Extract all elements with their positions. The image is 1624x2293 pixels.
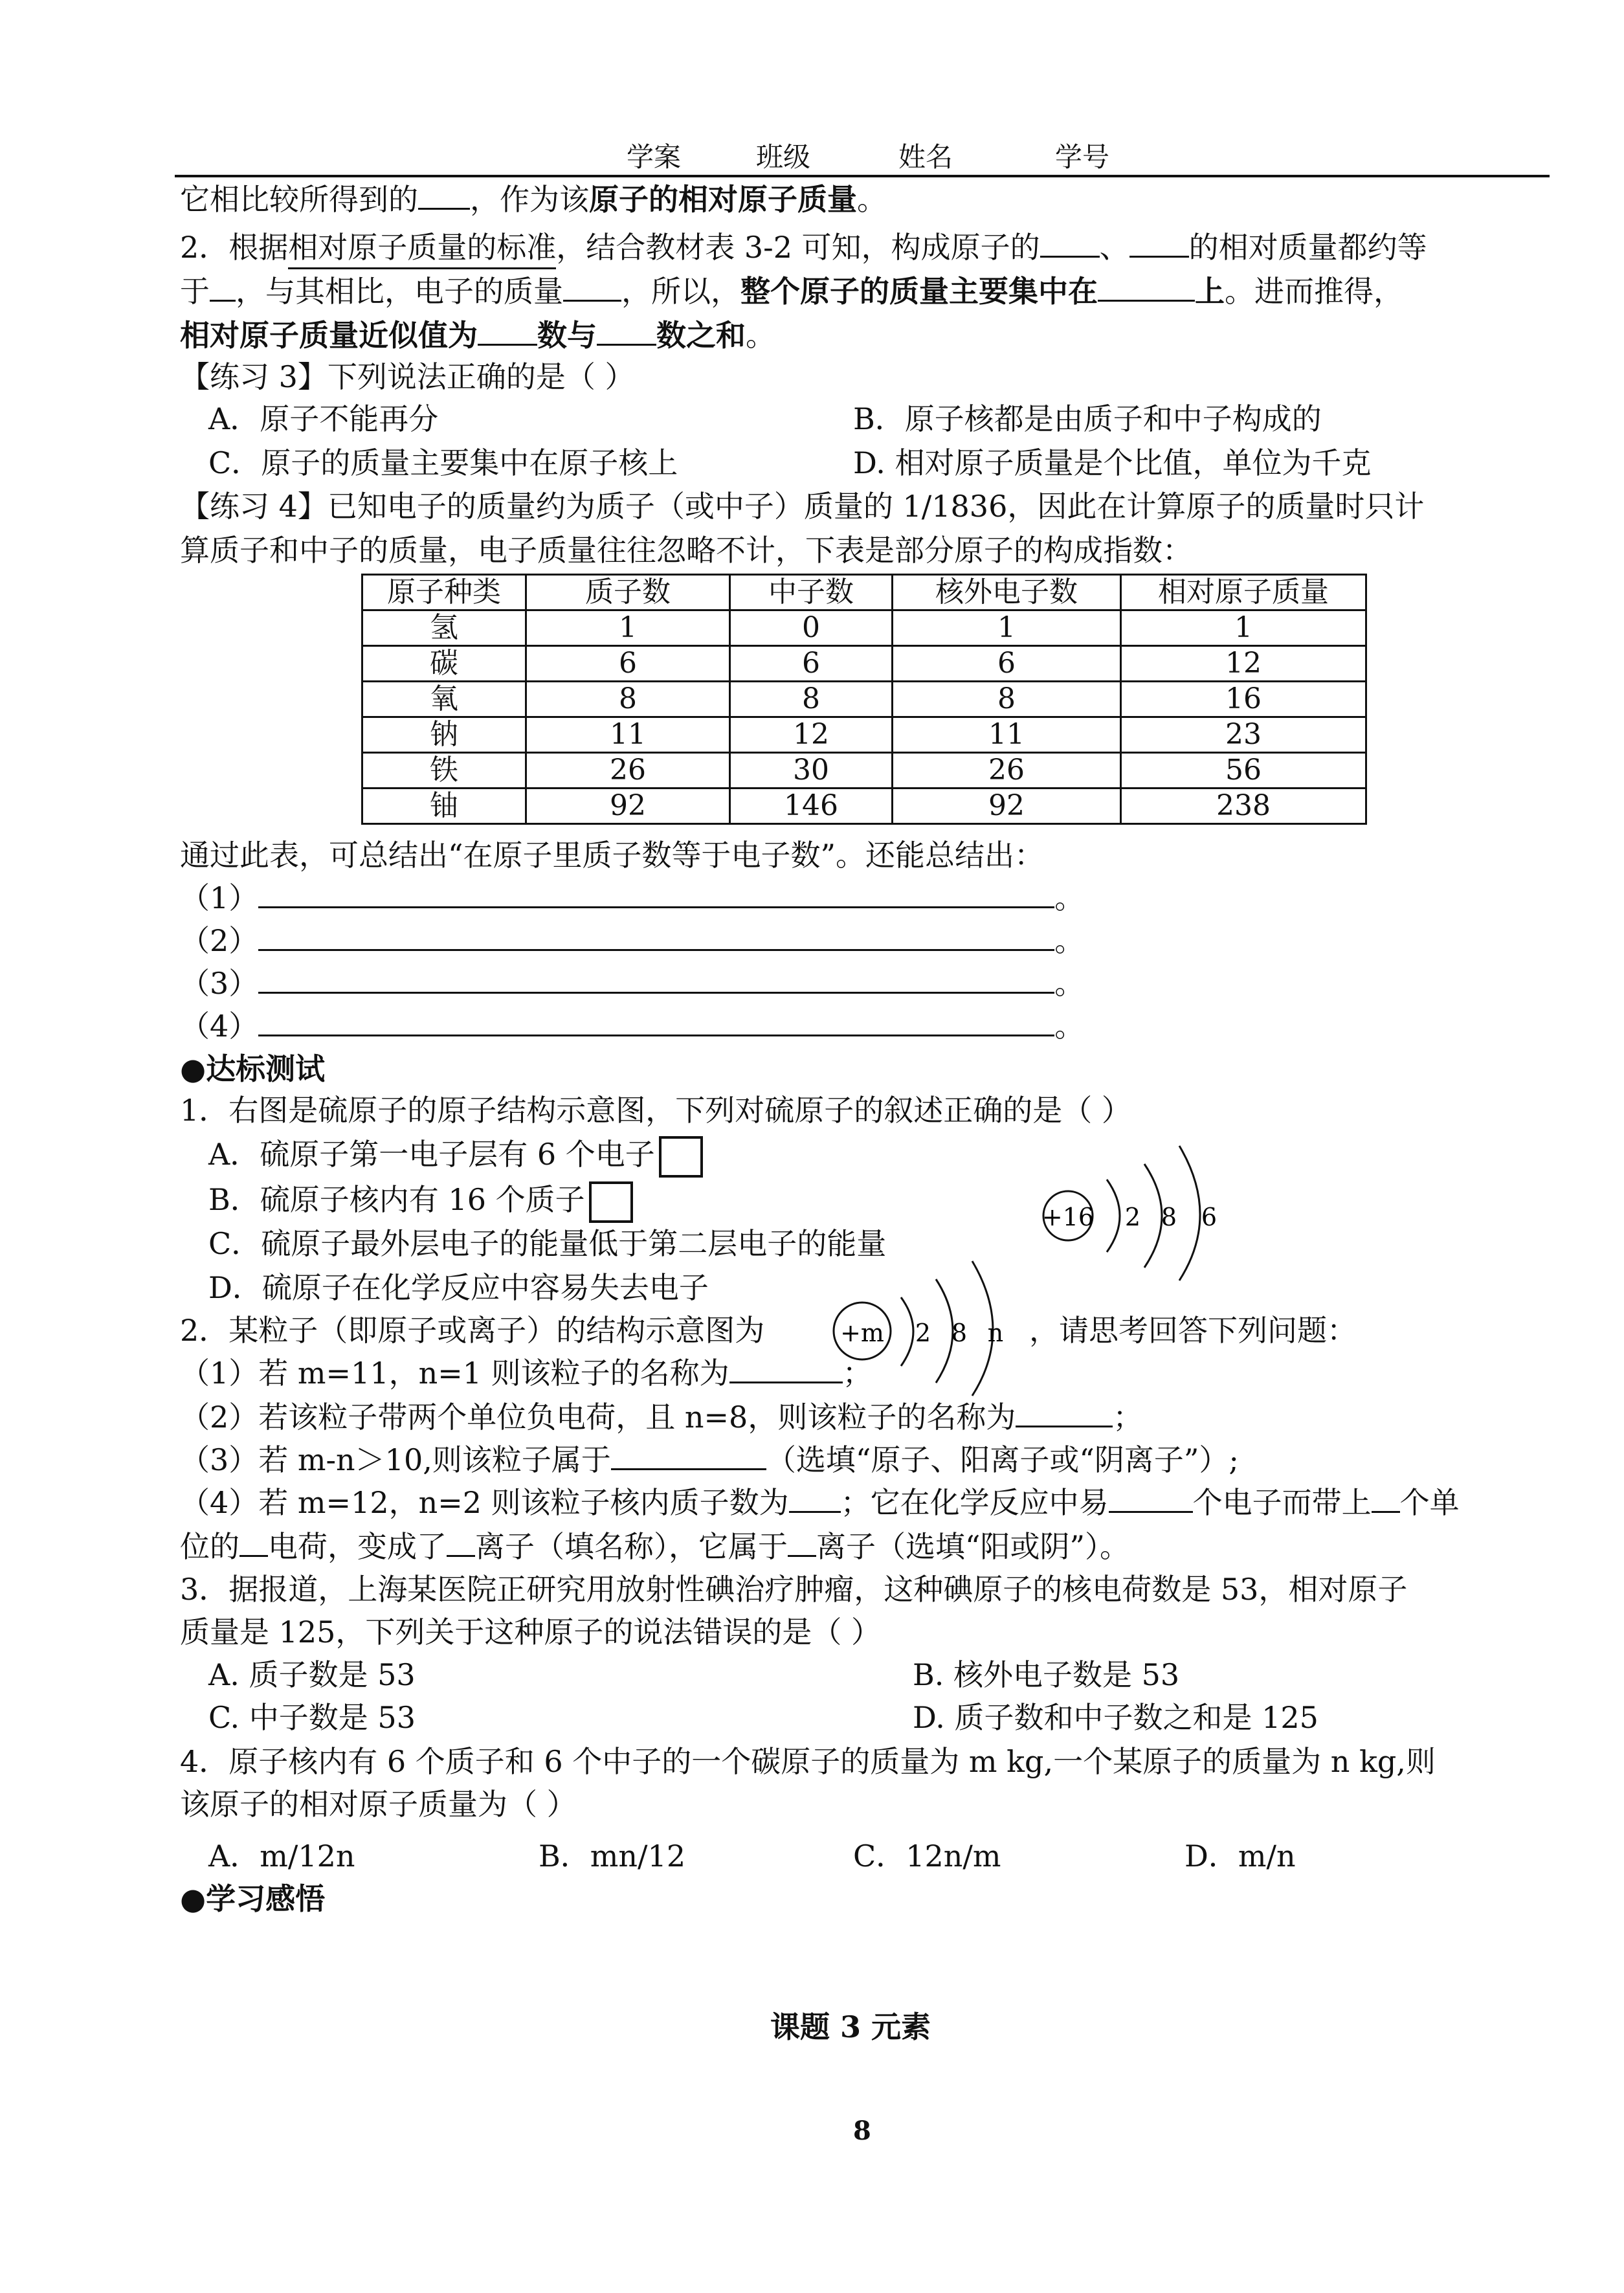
header-item: 学号: [1055, 141, 1110, 173]
table-header-cell: 中子数: [730, 575, 893, 610]
atom-composition-table: [361, 574, 1367, 825]
exercise4-line2: 算质子和中子的质量，电子质量往往忽略不计，下表是部分原子的构成指数：: [180, 533, 1192, 568]
table-cell: 6: [526, 646, 730, 682]
section1-line1: 它相比较所得到的 ，作为该原子的相对原子质量。: [180, 182, 887, 217]
q4-option-a: A．m/12n: [208, 1839, 355, 1874]
table-cell: 92: [893, 789, 1121, 824]
q2-sub4-line2: 位的 电荷，变成了 离子（填名称），它属于 离子（选填“阳或阴”）。: [180, 1529, 1130, 1564]
q2-sub1: （1）若 m=11，n=1 则该粒子的名称为 ；: [180, 1356, 873, 1391]
shell-arc: [1179, 1146, 1200, 1281]
reflection-heading: ●学习感悟: [180, 1881, 326, 1916]
answer-blank-3: （3） 。: [180, 966, 1085, 1001]
table-cell: 16: [1121, 682, 1366, 717]
table-cell: 146: [730, 789, 893, 824]
exercise3-option-c: C．原子的质量主要集中在原子核上: [208, 445, 678, 480]
q1-stem: 1．右图是硫原子的原子结构示意图，下列对硫原子的叙述正确的是（ ）: [180, 1093, 1131, 1128]
table-header-row: [362, 575, 1366, 610]
q2-stem-part1: 2．某粒子（即原子或离子）的结构示意图为: [180, 1313, 765, 1348]
q1-option-b: B．硫原子核内有 16 个质子: [208, 1180, 633, 1223]
table-cell: 氢: [362, 610, 526, 646]
q3-option-d: D. 质子数和中子数之和是 125: [913, 1700, 1318, 1735]
q3-option-a: A. 质子数是 53: [208, 1657, 416, 1692]
table-header-cell: 相对原子质量: [1121, 575, 1366, 610]
exercise4-summary: 通过此表，可总结出“在原子里质子数等于电子数”。还能总结出：: [180, 838, 1045, 873]
table-cell: 26: [893, 753, 1121, 789]
exercise3-option-d: D. 相对原子质量是个比值，单位为千克: [853, 445, 1372, 480]
table-cell: 11: [526, 717, 730, 753]
table-cell: 56: [1121, 753, 1366, 789]
next-topic-title: 课题 3 元素: [770, 2009, 931, 2044]
answer-box: [589, 1181, 633, 1223]
q3-option-c: C. 中子数是 53: [208, 1700, 416, 1735]
table-row: [362, 789, 1366, 824]
header-item: 班级: [756, 141, 811, 173]
q4-option-c: C．12n/m: [853, 1839, 1001, 1874]
table-row: [362, 753, 1366, 789]
table-cell: 12: [730, 717, 893, 753]
table-cell: 26: [526, 753, 730, 789]
table-cell: 23: [1121, 717, 1366, 753]
q3-stem-line2: 质量是 125，下列关于这种原子的说法错误的是（ ）: [180, 1615, 882, 1650]
q2-sub2: （2）若该粒子带两个单位负电荷，且 n=8，则该粒子的名称为 ；: [180, 1400, 1143, 1435]
table-row: [362, 646, 1366, 682]
header-item: 姓名: [898, 141, 953, 173]
table-cell: 铁: [362, 753, 526, 789]
q2-stem-part2: ，请思考回答下列问题：: [1029, 1313, 1357, 1348]
shell-arc: [901, 1297, 913, 1366]
q4-option-b: B．mn/12: [539, 1839, 686, 1874]
shell-electron-count: n: [987, 1319, 1004, 1347]
shell-electron-count: 2: [1124, 1203, 1141, 1231]
table-cell: 30: [730, 753, 893, 789]
table-cell: 1: [1121, 610, 1366, 646]
q4-stem-line1: 4．原子核内有 6 个质子和 6 个中子的一个碳原子的质量为 m kg,一个某原子的质量为 n kg,则: [180, 1744, 1436, 1779]
table-header-cell: 原子种类: [362, 575, 526, 610]
exercise3-option-a: A．原子不能再分: [208, 401, 439, 436]
table-cell: 8: [730, 682, 893, 717]
shell-electron-count: 2: [915, 1319, 931, 1347]
shell-arc: [1107, 1180, 1120, 1252]
particle-nucleus-label: +m: [840, 1319, 884, 1347]
table-cell: 钠: [362, 717, 526, 753]
table-cell: 6: [893, 646, 1121, 682]
q1-option-a: A．硫原子第一电子层有 6 个电子: [208, 1134, 703, 1178]
shell-electron-count: 8: [1161, 1203, 1177, 1231]
answer-box: [659, 1136, 703, 1178]
exercise3-title: 【练习 3】下列说法正确的是（ ）: [180, 359, 635, 394]
header-item: 学案: [627, 141, 682, 173]
table-cell: 11: [893, 717, 1121, 753]
table-cell: 12: [1121, 646, 1366, 682]
page-number: 8: [853, 2116, 871, 2146]
table-cell: 碳: [362, 646, 526, 682]
table-cell: 8: [893, 682, 1121, 717]
section1-line3: 于 ，与其相比，电子的质量 ，所以，整个原子的质量主要集中在 上。进而推得，: [180, 274, 1403, 309]
shell-arc: [936, 1279, 953, 1383]
q4-option-d: D．m/n: [1185, 1839, 1296, 1874]
q1-option-d: D．硫原子在化学反应中容易失去电子: [208, 1270, 709, 1305]
exercise4-line1: 【练习 4】已知电子的质量约为质子（或中子）质量的 1/1836，因此在计算原子的质量时只计: [180, 489, 1425, 524]
sulfur-atom-diagram: [1036, 1126, 1223, 1282]
table-cell: 6: [730, 646, 893, 682]
table-cell: 0: [730, 610, 893, 646]
answer-blank-2: （2） 。: [180, 923, 1085, 958]
answer-blank-4: （4） 。: [180, 1009, 1085, 1044]
table-header-cell: 质子数: [526, 575, 730, 610]
q3-stem-line1: 3．据报道，上海某医院正研究用放射性碘治疗肿瘤，这种碘原子的核电荷数是 53，相对原子: [180, 1572, 1408, 1607]
exercise3-option-b: B．原子核都是由质子和中子构成的: [853, 401, 1322, 436]
table-row: [362, 682, 1366, 717]
table-cell: 92: [526, 789, 730, 824]
q1-option-c: C．硫原子最外层电子的能量低于第二层电子的能量: [208, 1226, 887, 1261]
table-row: [362, 610, 1366, 646]
section1-line2: 2．根据相对原子质量的标准，结合教材表 3-2 可知，构成原子的 、 的相对质量都约等: [180, 227, 1427, 269]
shell-arc: [1144, 1164, 1162, 1268]
q4-stem-line2: 该原子的相对原子质量为（ ）: [180, 1787, 577, 1822]
table-cell: 1: [893, 610, 1121, 646]
q2-sub4-line1: （4）若 m=12，n=2 则该粒子核内质子数为 ；它在化学反应中易 个电子而带上 个单: [180, 1485, 1460, 1520]
test-heading: ●达标测试: [180, 1051, 326, 1086]
table-row: [362, 717, 1366, 753]
sulfur-nucleus-label: +16: [1041, 1203, 1095, 1231]
shell-electron-count: 8: [951, 1319, 968, 1347]
header-rule: [175, 175, 1550, 177]
shell-electron-count: 6: [1201, 1203, 1218, 1231]
table-cell: 铀: [362, 789, 526, 824]
answer-blank-1: （1） 。: [180, 880, 1085, 915]
q3-option-b: B. 核外电子数是 53: [913, 1657, 1180, 1692]
table-cell: 1: [526, 610, 730, 646]
table-header-cell: 核外电子数: [893, 575, 1121, 610]
table-cell: 238: [1121, 789, 1366, 824]
table-cell: 氧: [362, 682, 526, 717]
table-cell: 8: [526, 682, 730, 717]
section1-line4: 相对原子质量近似值为 数与 数之和。: [180, 318, 775, 353]
q2-sub3: （3）若 m-n＞10,则该粒子属于 （选填“原子、阳离子或“阴离子”）;: [180, 1442, 1239, 1477]
